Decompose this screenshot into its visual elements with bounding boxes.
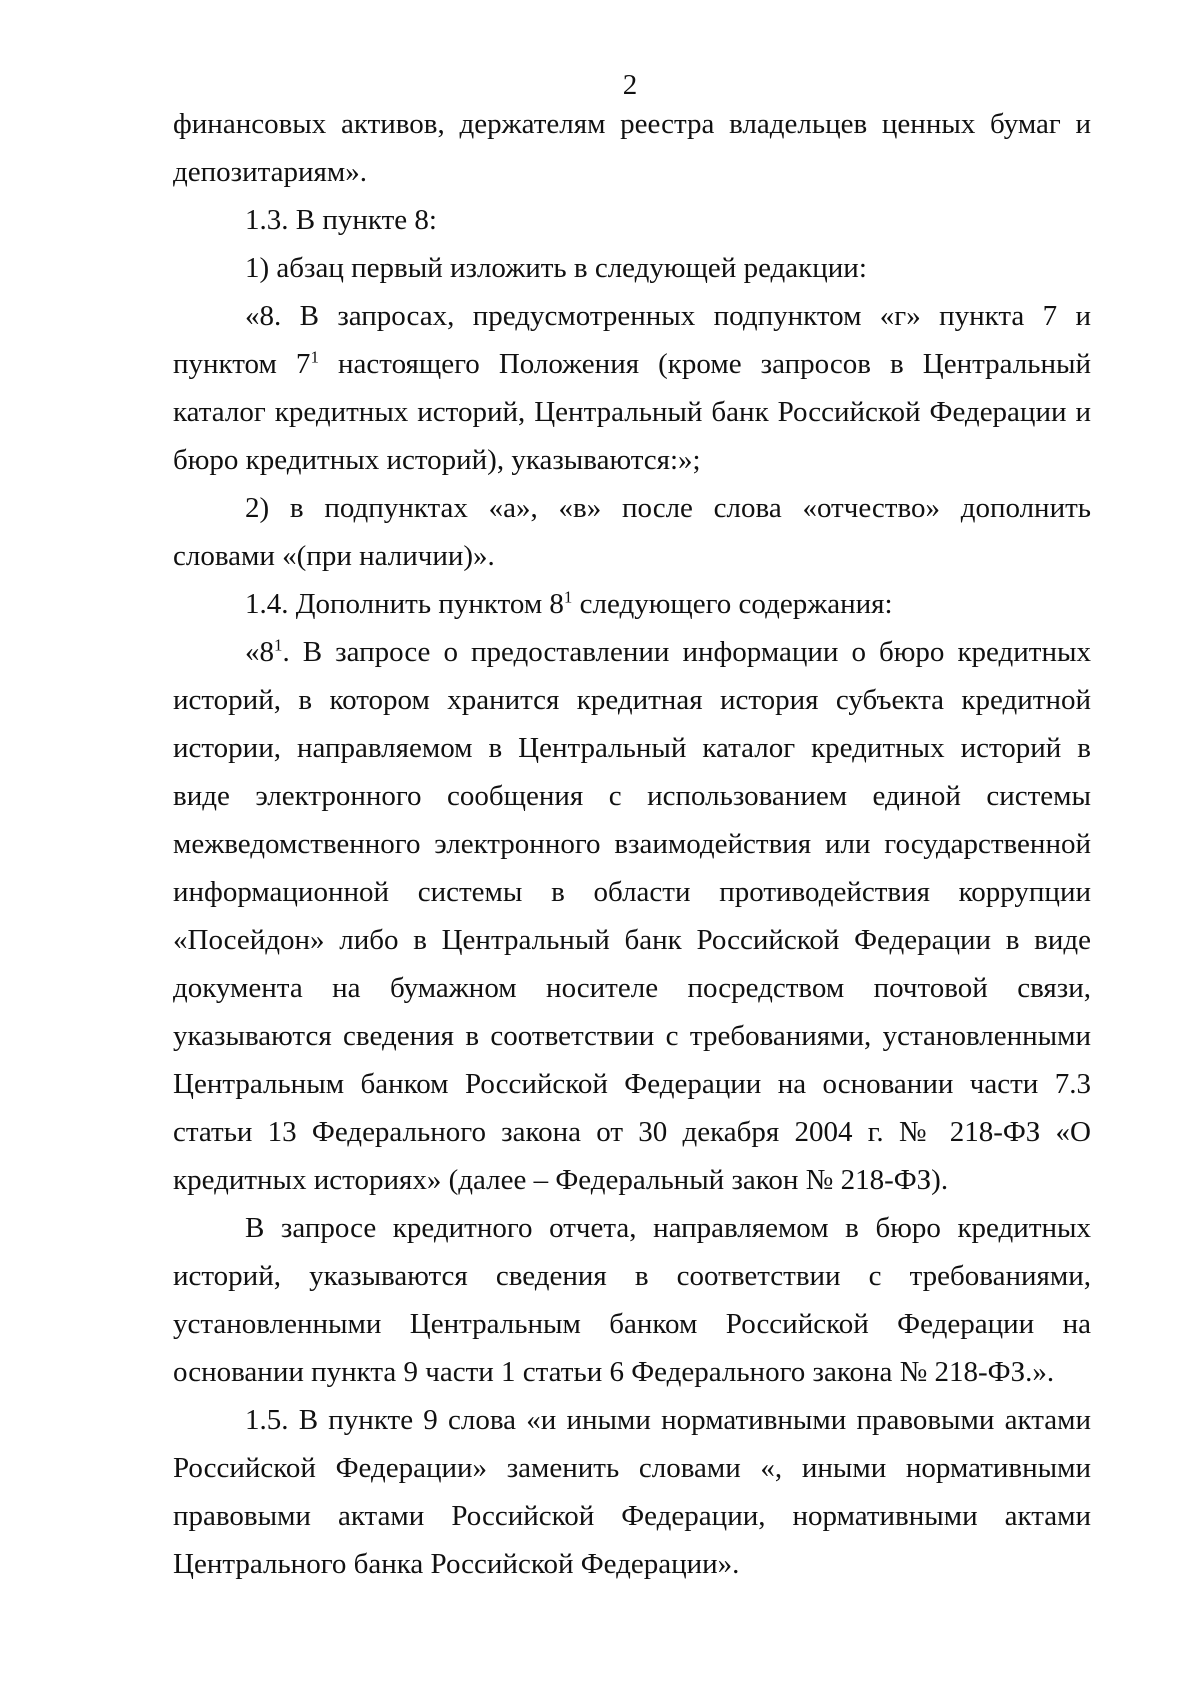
superscript: 1 <box>310 347 319 367</box>
text-run: 1.3. В пункте 8: <box>245 204 437 236</box>
paragraph <box>173 292 1091 484</box>
text-run: 1) абзац первый изложить в следующей редакции: <box>245 252 867 284</box>
text-run: 1.4. Дополнить пунктом 8 <box>245 588 564 620</box>
text-run: . В запросе о предоставлении информации о бюро кредитных историй, в котором хранится кредитная история субъекта кредитной истории, направляемом в Центральный каталог кредитных историй в виде электронного сообщения с использованием единой системы межведомственного электронного взаимодействия или государственной информационной системы в области противодействия коррупции «Посейдон» либо в Центральный банк Российской Федерации в виде документа на бумажном носителе посредством почтовой связи, указываются сведения в соответствии с требованиями, установленными Центральным банком Российской Федерации на основании части 7.3 статьи 13 Федерального закона от 30 декабря 2004 г. № 218-ФЗ «О кредитных историях» (далее – Федеральный закон № 218-ФЗ). <box>173 636 1091 1196</box>
text-run: настоящего Положения (кроме запросов в Центральный каталог кредитных историй, Центральный банк Российской Федерации и бюро кредитных историй), указываются:»; <box>173 348 1091 476</box>
text-run: следующего содержания: <box>572 588 893 620</box>
superscript: 1 <box>274 635 283 655</box>
text-run: «8 <box>245 636 274 668</box>
paragraph <box>173 100 1091 196</box>
document-body <box>173 100 1091 1588</box>
paragraph <box>173 628 1091 1204</box>
paragraph <box>173 1204 1091 1396</box>
text-run: 1.5. В пункте 9 слова «и иными нормативными правовыми актами Российской Федерации» заменить словами «, иными нормативными правовыми актами Российской Федерации, нормативными актами Центрального банка Российской Федерации». <box>173 1404 1091 1580</box>
superscript: 1 <box>563 587 573 607</box>
paragraph <box>173 484 1091 580</box>
page-number: 2 <box>622 69 638 101</box>
paragraph <box>173 1396 1091 1588</box>
text-run: 2) в подпунктах «а», «в» после слова «отчество» дополнить словами «(при наличии)». <box>173 492 1091 572</box>
paragraph <box>173 244 1091 292</box>
paragraph <box>173 196 1091 244</box>
paragraph <box>173 580 1091 628</box>
text-run: В запросе кредитного отчета, направляемом в бюро кредитных историй, указываются сведения в соответствии с требованиями, установленными Центральным банком Российской Федерации на основании пункта 9 части 1 статьи 6 Федерального закона № 218-ФЗ.». <box>173 1212 1091 1388</box>
text-run: «8. В запросах, предусмотренных подпунктом «г» пункта 7 и пунктом 7 <box>173 300 1091 380</box>
text-run: финансовых активов, держателям реестра владельцев ценных бумаг и депозитариям». <box>173 108 1091 188</box>
